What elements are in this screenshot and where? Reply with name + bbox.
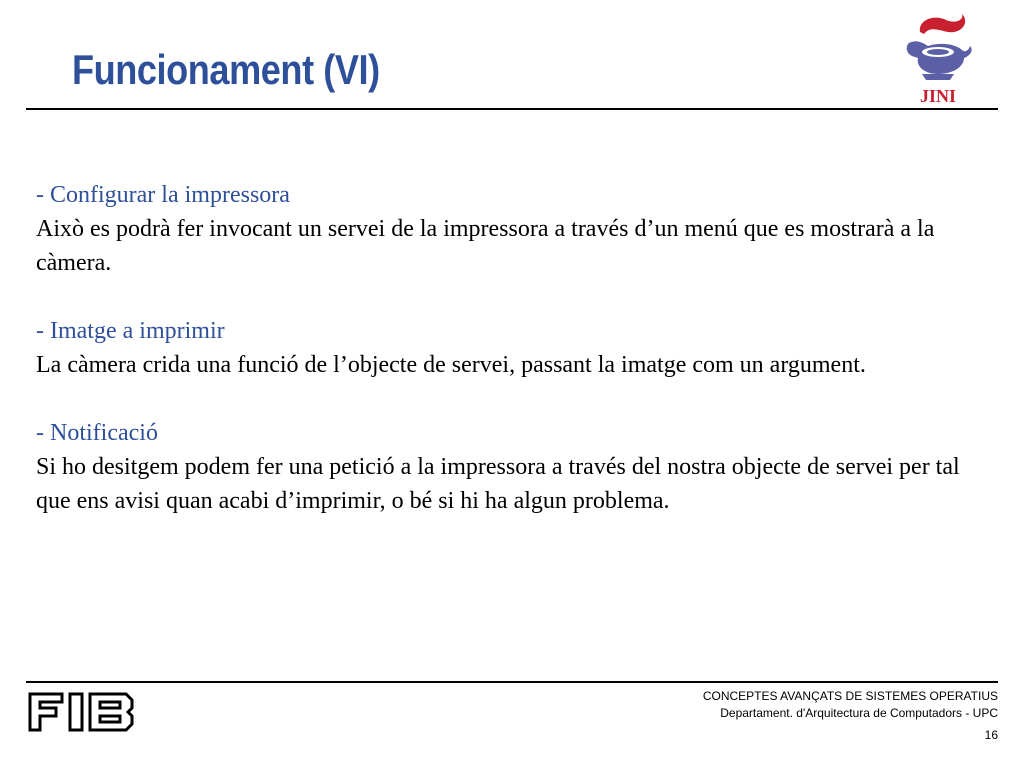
jini-logo [898, 12, 978, 108]
page-number: 16 [984, 728, 998, 742]
section-configure-printer [36, 178, 996, 280]
section-heading: - Configurar la impressora [36, 182, 290, 208]
course-name: CONCEPTES AVANÇATS DE SISTEMES OPERATIUS [702, 689, 998, 703]
title-divider [26, 108, 998, 110]
section-heading: - Notificació [36, 420, 158, 446]
section-body: Si ho desitgem podem fer una petició a la impressora a través del nostra objecte de servei per tal que ens avisi quan acabi d’imprimir, o bé si hi ha algun problema. [36, 454, 960, 514]
fib-logo [26, 690, 138, 734]
slide-title: Funcionament (VI) [72, 46, 380, 93]
jini-logo-text: JINI [919, 86, 957, 106]
section-image-to-print [36, 314, 996, 382]
slide-content [36, 178, 996, 552]
department-name: Departament. d'Arquitectura de Computadors - UPC [720, 706, 998, 720]
footer-divider [26, 681, 998, 683]
lamp-icon [907, 14, 972, 80]
footer-info [703, 688, 998, 722]
section-body: Això es podrà fer invocant un servei de la impressora a través d’un menú que es mostrarà a la càmera. [36, 216, 935, 276]
section-notification [36, 416, 996, 518]
section-body: La càmera crida una funció de l’objecte de servei, passant la imatge com un argument. [36, 352, 866, 378]
section-heading: - Imatge a imprimir [36, 318, 225, 344]
